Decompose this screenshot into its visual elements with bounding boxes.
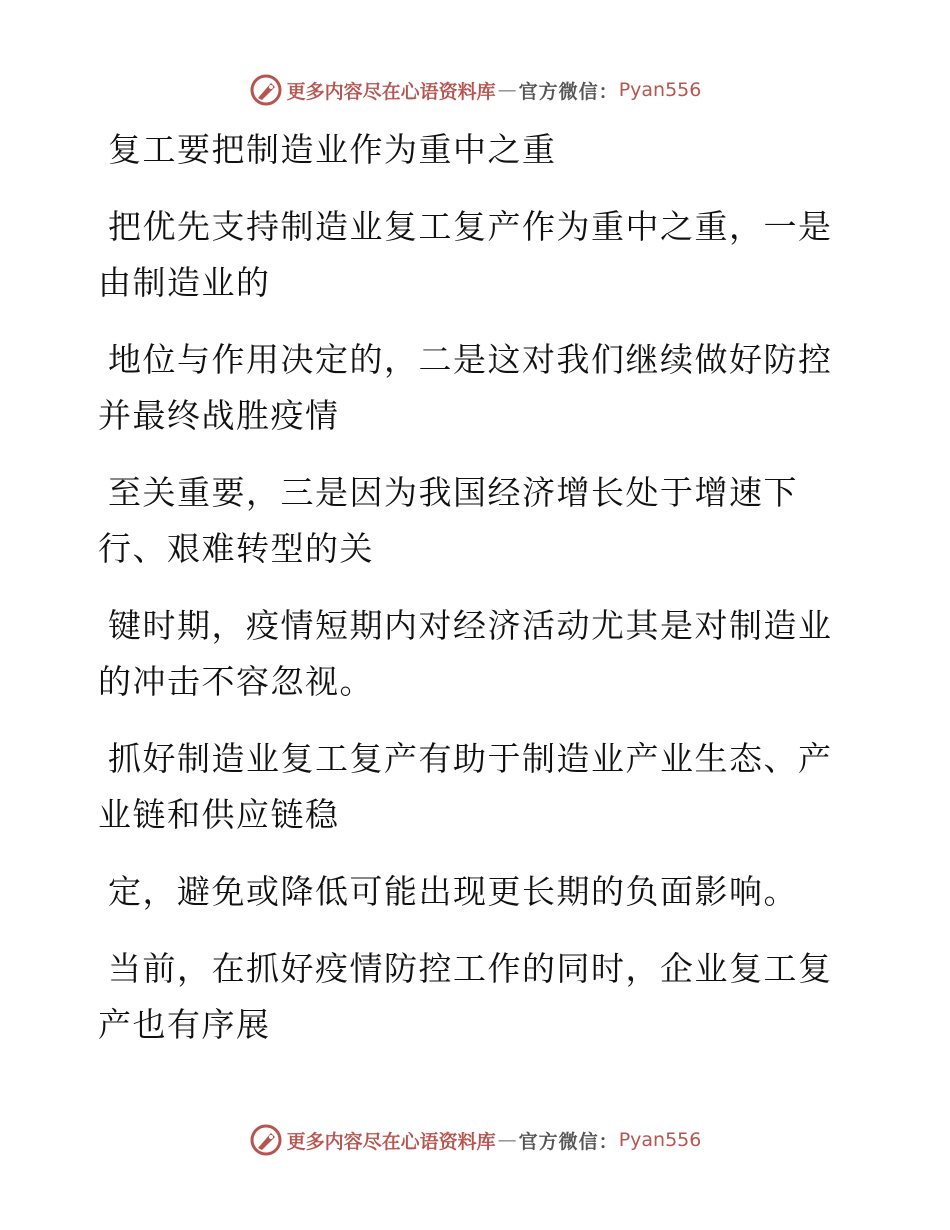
document-body [98, 122, 838, 1074]
paragraph [98, 731, 838, 843]
paragraph-line: 由制造业的 [98, 263, 271, 302]
paragraph-line: 并最终战胜疫情 [98, 396, 340, 435]
paragraph [98, 199, 838, 311]
paragraph-line: 至关重要，三是因为我国经济增长处于增速下 [108, 473, 798, 512]
banner-wechat-id: Pyan556 [618, 1129, 702, 1151]
banner-wechat-id: Pyan556 [618, 79, 702, 101]
banner-wechat-label: 官方微信： [518, 80, 619, 103]
banner-dash: — [497, 1129, 517, 1151]
banner-dash: — [497, 79, 517, 101]
header-banner [0, 70, 950, 110]
paragraph-line: 业链和供应链稳 [98, 795, 340, 834]
document-title: 复工要把制造业作为重中之重 [108, 130, 557, 169]
pen-nib-logo-icon [249, 73, 283, 107]
paragraph-line: 定，避免或降低可能出现更长期的负面影响。 [108, 872, 798, 911]
paragraph-line: 行、艰难转型的关 [98, 529, 374, 568]
pen-nib-logo-icon [249, 1123, 283, 1157]
paragraph [98, 332, 838, 444]
paragraph-line: 把优先支持制造业复工复产作为重中之重，一是 [108, 207, 833, 246]
paragraph-line: 地位与作用决定的，二是这对我们继续做好防控 [108, 340, 833, 379]
paragraph-line: 当前，在抓好疫情防控工作的同时，企业复工复 [108, 949, 833, 988]
paragraph [98, 941, 838, 1053]
paragraph [98, 864, 838, 920]
paragraph [98, 598, 838, 710]
paragraph [98, 465, 838, 577]
banner-site-text: 更多内容尽在心语资料库 [286, 80, 496, 103]
paragraph-line: 键时期，疫情短期内对经济活动尤其是对制造业 [108, 606, 833, 645]
banner-site-text: 更多内容尽在心语资料库 [286, 1130, 496, 1153]
paragraph-line: 的冲击不容忽视。 [98, 662, 374, 701]
banner-wechat-label: 官方微信： [518, 1130, 619, 1153]
paragraph-line: 产也有序展 [98, 1005, 271, 1044]
paragraph-line: 抓好制造业复工复产有助于制造业产业生态、产 [108, 739, 833, 778]
footer-banner [0, 1120, 950, 1160]
